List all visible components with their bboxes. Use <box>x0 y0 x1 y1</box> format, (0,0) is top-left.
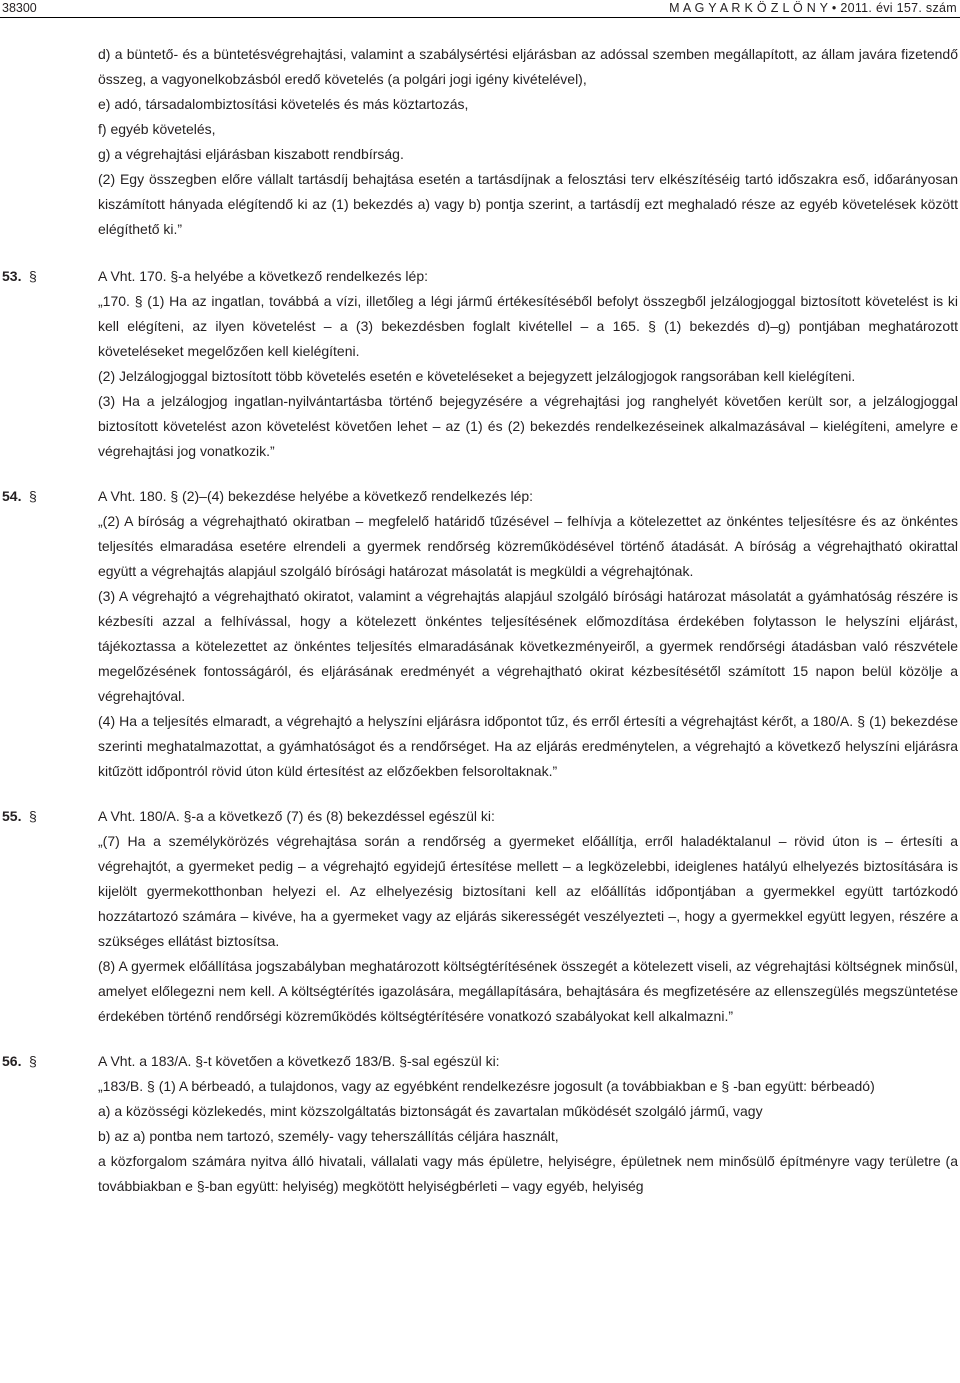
section-54 <box>2 484 958 784</box>
section-heading: A Vht. 180/A. §-a a következő (7) és (8) bekezdéssel egészül ki: <box>98 808 495 824</box>
section-paragraph: (3) Ha a jelzálogjog ingatlan-nyilvántartásba történő bejegyzésére a végrehajtási jog ranghelyét követően került sor, a jelzálogjoggal biztosított követelést azon követelést követően lehet – az (1) és (2) bekezdés rendelkezéseinek alkalmazásával – kielégíteni, amelyre e végrehajtási jog vonatkozik.” <box>98 393 958 459</box>
section-55 <box>2 804 958 1029</box>
section-list-item: b) az a) pontba nem tartozó, személy- vagy teherszállítás céljára használt, <box>98 1128 559 1144</box>
section-sign: § <box>29 808 37 824</box>
section-56 <box>2 1049 958 1199</box>
section-paragraph: „(7) Ha a személykörözés végrehajtása során a rendőrség a gyermeket előállítja, erről haladéktalanul – rövid úton is – értesíti a végrehajtót, a gyermeket pedig – a végrehajtó egyidejű értesítése mellett – a legközelebbi, ideiglenes hatályú elhelyezés biztosítására is kijelölt gyermekotthonban helyezi el. Az elhelyezésig biztosítani kell az előállítás időpontjában a gyermekkel együtt tartózkodó hozzátartozó számára – kivéve, ha a gyermeket vagy az eljárás sikerességét veszélyezteti –, hogy a gyermekkel együtt legyen, részére a szükséges ellátást biztosítsa. <box>98 833 958 949</box>
intro-line-e: e) adó, társadalombiztosítási követelés és más köztartozás, <box>98 96 469 112</box>
section-heading: A Vht. a 183/A. §-t követően a következő 183/B. §-sal egészül ki: <box>98 1053 500 1069</box>
section-number: 53. <box>2 268 22 284</box>
document-body <box>2 42 958 1199</box>
section-list-item: a) a közösségi közlekedés, mint közszolgáltatás biztonságát és zavartalan működését szolgáló jármű, vagy <box>98 1103 763 1119</box>
section-sign: § <box>29 1053 37 1069</box>
intro-paragraph-2: (2) Egy összegben előre vállalt tartásdíj behajtása esetén a tartásdíjnak a felosztási terv elkészítéséig tartó időszakra eső, időarányosan kiszámított hányada elégítendő ki az (1) bekezdés a) vagy b) pontja szerint, a tartásdíj ezt meghaladó része az egyéb követelések között elégíthető ki.” <box>98 171 958 237</box>
journal-title: M A G Y A R K Ö Z L Ö N Y <box>669 1 829 15</box>
section-paragraph: (4) Ha a teljesítés elmaradt, a végrehajtó a helyszíni eljárásra időpontot tűz, és erről értesíti a végrehajtást kérőt, a 180/A. § (1) bekezdése szerinti meghatalmazottat, a gyámhatóságot és a rendőrséget. Ha az eljárás eredménytelen, a végrehajtó a következő helyszíni eljárásra kitűzött időpontról rövid úton küld értesítést az előzőekben felsoroltaknak.” <box>98 713 958 779</box>
intro-line-d: d) a büntető- és a büntetésvégrehajtási, valamint a szabálysértési eljárásban az adóssal szemben megállapított, az állam javára fizetendő összeg, a vagyonelkobzásból eredő követelés (a polgári jogi igény kivételével), <box>98 46 958 87</box>
header-rule <box>0 17 960 18</box>
page-number: 38300 <box>2 1 37 15</box>
section-paragraph: (8) A gyermek előállítása jogszabályban meghatározott költségtérítésének összegét a kötelezett viseli, az végrehajtási költségnek minősül, amelyet előlegezni nem kell. A költségtérítés igazolására, megállapítására, behajtására és megfizetésére az ellenszegülés megszüntetése érdekében történő rendőrségi közreműködés költségtérítésére vonatkozó szabályokat kell alkalmazni.” <box>98 958 958 1024</box>
section-heading: A Vht. 180. § (2)–(4) bekezdése helyébe a következő rendelkezés lép: <box>98 488 534 504</box>
running-title <box>669 0 957 16</box>
page-header <box>0 0 960 22</box>
section-heading: A Vht. 170. §-a helyébe a következő rendelkezés lép: <box>98 268 428 284</box>
section-number: 56. <box>2 1053 22 1069</box>
section-paragraph: „183/B. § (1) A bérbeadó, a tulajdonos, vagy az egyébként rendelkezésre jogosult (a továbbiakban e § -ban együtt: bérbeadó) <box>98 1078 875 1094</box>
section-paragraph: „(2) A bíróság a végrehajtható okiratban – megfelelő határidő tűzésével – felhívja a kötelezettet az önkéntes teljesítésre és az önkéntes teljesítés elmaradása esetére elrendeli a gyermek rendőrség közreműködésével történő átadását. A bíróság a végrehajtható okirattal együtt a végrehajtás alapjául szolgáló bírósági határozat másolatát is megküldi a végrehajtónak. <box>98 513 958 579</box>
bullet-separator: • <box>831 1 837 15</box>
section-paragraph: (3) A végrehajtó a végrehajtható okiratot, valamint a végrehajtás alapjául szolgáló bírósági határozat másolatát a gyámhatóság részére is kézbesíti azzal a felhívással, hogy a kötelezett önkéntes teljesítésének előmozdítása érdekében folytasson le helyszíni eljárást, tájékoztassa a kötelezettet az önkéntes teljesítés elmaradásának következményeiről, a gyermek rendőrségi átadásban való részvétele megelőzésének fontosságáról, és eljárásának eredményét a végrehajtható okirat kézbesítésétől számított 15 napon belül közölje a végrehajtóval. <box>98 588 958 704</box>
section-paragraph: „170. § (1) Ha az ingatlan, továbbá a vízi, illetőleg a légi jármű értékesítéséből befolyt összegből jelzálogjoggal biztosított követelést is ki kell elégíteni, az ilyen követelést – a (3) bekezdésben foglalt kivétellel – a 165. § (1) bekezdés d)–g) pontjában meghatározott követeléseket megelőzően kell kielégíteni. <box>98 293 958 359</box>
section-sign: § <box>29 268 37 284</box>
intro-line-g: g) a végrehajtási eljárásban kiszabott rendbírság. <box>98 146 404 162</box>
section-paragraph: a közforgalom számára nyitva álló hivatali, vállalati vagy más épületre, helyiségre, épületnek nem minősülő építményre vagy területre (a továbbiakban e §-ban együtt: helyiség) megkötött helyiségbérleti – vagy egyéb, helyiség <box>98 1153 958 1194</box>
section-53 <box>2 264 958 464</box>
section-number: 55. <box>2 808 22 824</box>
section-paragraph: (2) Jelzálogjoggal biztosított több követelés esetén e követeléseket a bejegyzett jelzálogjogok rangsorában kell kielégíteni. <box>98 368 856 384</box>
issue-number: 2011. évi 157. szám <box>840 1 957 15</box>
section-number: 54. <box>2 488 22 504</box>
intro-line-f: f) egyéb követelés, <box>98 121 216 137</box>
section-sign: § <box>29 488 37 504</box>
